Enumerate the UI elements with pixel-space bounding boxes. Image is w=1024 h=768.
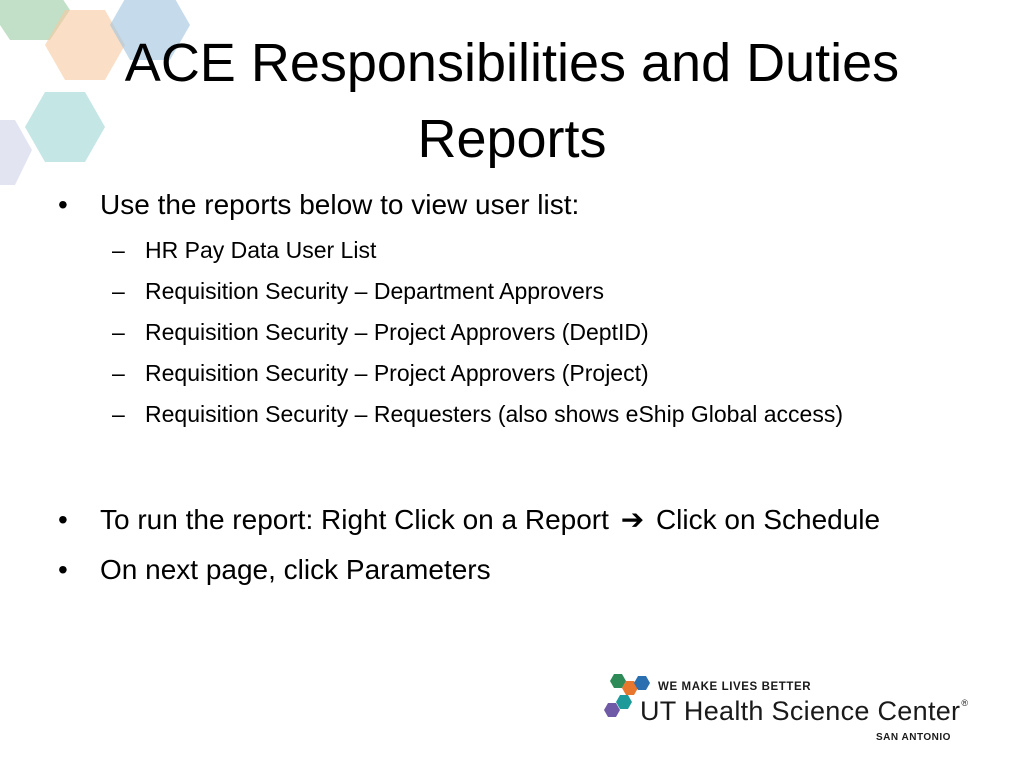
slide-title — [0, 25, 1024, 177]
sub-bullet-marker: – — [112, 319, 125, 345]
bullet-text: To run the report: Right Click on a Report — [100, 504, 609, 535]
sub-bullet-marker: – — [112, 360, 125, 386]
sub-bullet-marker: – — [112, 237, 125, 263]
sub-bullet-item — [58, 353, 988, 394]
logo-org-name — [640, 696, 968, 727]
bullet-item — [58, 495, 988, 545]
sub-bullet-text: Requisition Security – Department Approvers — [145, 278, 604, 304]
bullet-text: Use the reports below to view user list: — [100, 189, 580, 220]
bullet-marker: • — [58, 554, 68, 585]
bullet-marker: • — [58, 504, 68, 535]
bullet-item — [58, 180, 988, 230]
logo-tagline: WE MAKE LIVES BETTER — [658, 681, 812, 693]
sub-bullet-item — [58, 271, 988, 312]
sub-bullet-text: Requisition Security – Requesters (also shows eShip Global access) — [145, 401, 843, 427]
logo-hex-teal — [616, 695, 632, 709]
spacer — [58, 435, 988, 495]
logo-location: SAN ANTONIO — [876, 732, 951, 743]
arrow-right-icon: ➔ — [620, 504, 645, 535]
sub-bullet-text: HR Pay Data User List — [145, 237, 377, 263]
sub-bullet-marker: – — [112, 278, 125, 304]
sub-bullet-item — [58, 230, 988, 271]
uthsc-logo — [600, 670, 1010, 750]
slide-body — [58, 180, 988, 595]
slide-title-line-2: Reports — [417, 109, 607, 169]
logo-org-name-text: UT Health Science Center — [640, 696, 961, 726]
sub-bullet-item — [58, 394, 988, 435]
logo-hex-purple — [604, 703, 620, 717]
sub-bullet-text: Requisition Security – Project Approvers (Project) — [145, 360, 649, 386]
sub-bullet-text: Requisition Security – Project Approvers (DeptID) — [145, 319, 649, 345]
slide-title-line-1: ACE Responsibilities and Duties — [124, 33, 900, 93]
bullet-text: On next page, click Parameters — [100, 554, 491, 585]
sub-bullet-item — [58, 312, 988, 353]
registered-mark: ® — [961, 698, 969, 708]
bullet-marker: • — [58, 189, 68, 220]
sub-bullet-marker: – — [112, 401, 125, 427]
bullet-text-continued: Click on Schedule — [655, 504, 881, 535]
bullet-item — [58, 545, 988, 595]
